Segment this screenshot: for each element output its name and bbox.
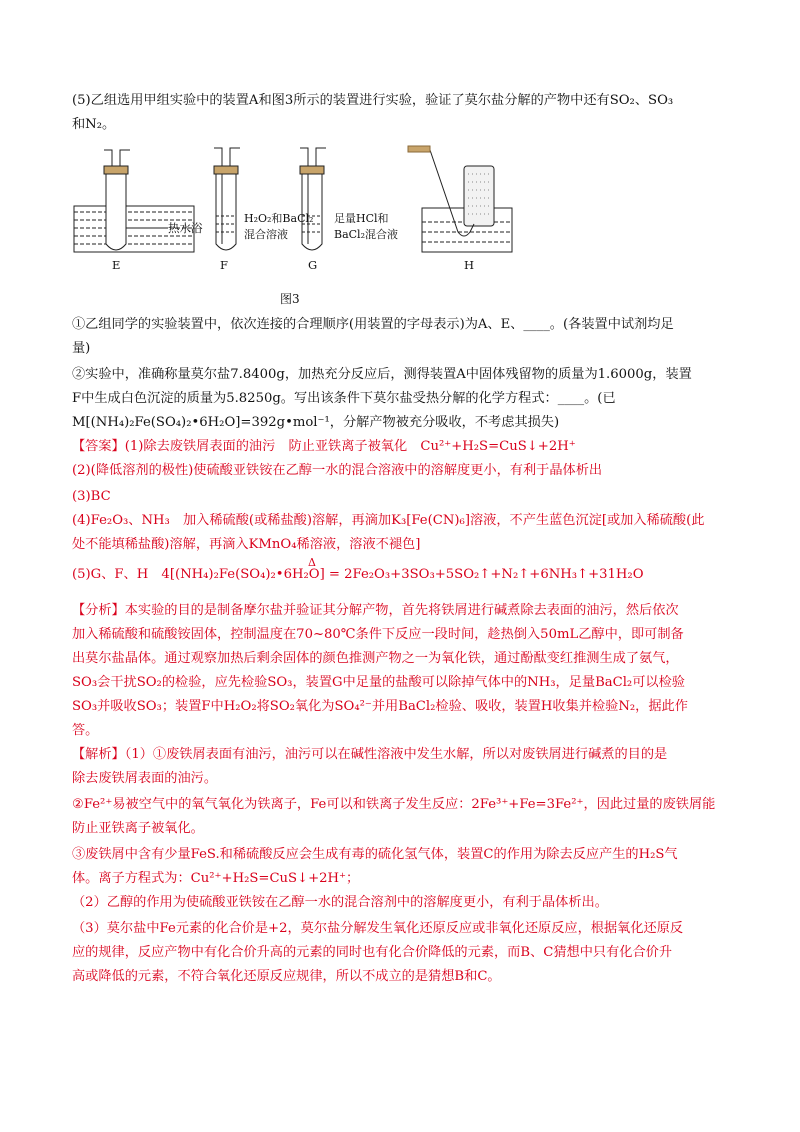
apparatus-h (408, 146, 512, 252)
answer-4-line-1: (4)Fe₂O₃、NH₃ 加入稀硫酸(或稀盐酸)溶解，再滴加K₃[Fe(CN)₆]溶液，不产生蓝色沉淀[或加入稀硫酸(此 (72, 513, 705, 528)
analysis-line-4: SO₃会干扰SO₂的检验，应先检验SO₃，装置G中足量的盐酸可以除掉气体中的NH₃，足量BaCl₂可以检验 (72, 675, 685, 690)
explain-line-5: ③废铁屑中含有少量FeS.和稀硫酸反应会生成有毒的硫化氢气体，装置C的作用为除去反应产生的H₂S气 (72, 847, 678, 862)
q5-line-1: (5)乙组选用甲组实验中的装置A和图3所示的装置进行实验，验证了莫尔盐分解的产物中还有SO₂、SO₃ (72, 93, 674, 108)
q2-line-2: F中生成白色沉淀的质量为5.8250g。写出该条件下莫尔盐受热分解的化学方程式：____。(已 (72, 391, 616, 406)
answer-4-line-2: 处不能填稀盐酸)溶解，再滴入KMnO₄稀溶液，溶液不褪色] (72, 537, 421, 552)
q5-line-2: 和N₂。 (72, 117, 116, 132)
explain-line-10: 高或降低的元素，不符合氧化还原反应规律，所以不成立的是猜想B和C。 (72, 969, 501, 984)
explain-line-7: （2）乙醇的作用为使硫酸亚铁铵在乙醇一水的混合溶剂中的溶解度更小，有利于晶体析出。 (72, 895, 608, 910)
label-hot-bath: 热水浴 (168, 221, 203, 235)
q1-line-1: ①乙组同学的实验装置中，依次连接的合理顺序(用装置的字母表示)为A、E、____。(各装置中试剂均足 (72, 317, 674, 332)
apparatus-g (300, 148, 326, 250)
q1-line-2: 量) (72, 341, 91, 356)
analysis-line-6: 答。 (72, 723, 99, 738)
explain-line-9: 应的规律，反应产物中有化合价升高的元素的同时也有化合价降低的元素，而B、C猜想中只有化合价升 (72, 945, 673, 960)
apparatus-e (74, 150, 194, 252)
answer-2: (2)(降低溶剂的极性)使硫酸亚铁铵在乙醇一水的混合溶液中的溶解度更小，有利于晶体析出 (72, 463, 603, 478)
answer-3: (3)BC (72, 489, 111, 504)
analysis-line-1: 【分析】本实验的目的是制备摩尔盐并验证其分解产物，首先将铁屑进行碱煮除去表面的油污，然后依次 (72, 603, 679, 618)
label-g: G (308, 258, 318, 272)
explain-line-2: 除去废铁屑表面的油污。 (72, 771, 218, 786)
explain-line-8: （3）莫尔盐中Fe元素的化合价是+2，莫尔盐分解发生氧化还原反应或非氧化还原反应，根据氧化还原反 (72, 921, 684, 936)
q2-line-1: ②实验中，准确称量莫尔盐7.8400g，加热充分反应后，测得装置A中固体残留物的质量为1.6000g，装置 (72, 367, 692, 382)
figure-3 (72, 144, 732, 286)
apparatus-diagram (72, 144, 732, 286)
answer-5: (5)G、F、H 4[(NH₄)₂Fe(SO₄)₂•6H₂O] = 2Fe₂O₃+3SO₃+5SO₂↑+N₂↑+6NH₃↑+31H₂O (72, 567, 644, 582)
label-g-solution-1: 足量HCl和 (334, 212, 389, 225)
label-f-solution-2: 混合溶液 (244, 228, 288, 241)
label-g-solution-2: BaCl₂混合液 (334, 228, 398, 241)
label-h: H (464, 258, 475, 272)
explain-line-1: 【解析】（1）①废铁屑表面有油污，油污可以在碱性溶液中发生水解，所以对废铁屑进行碱煮的目的是 (72, 747, 668, 762)
label-e: E (112, 258, 121, 272)
label-f: F (220, 258, 228, 272)
analysis-line-2: 加入稀硫酸和硫酸铵固体，控制温度在70~80℃条件下反应一段时间，趁热倒入50mL乙醇中，即可制备 (72, 627, 684, 642)
explain-line-4: 防止亚铁离子被氧化。 (72, 821, 204, 836)
apparatus-f (214, 148, 240, 250)
answer-5-heat-symbol: Δ (308, 556, 316, 569)
analysis-line-3: 出莫尔盐晶体。通过观察加热后剩余固体的颜色推测产物之一为氧化铁，通过酚酞变红推测生成了氨气， (72, 651, 679, 666)
answer-1: 【答案】(1)除去废铁屑表面的油污 防止亚铁离子被氧化 Cu²⁺+H₂S=CuS↓+2H⁺ (72, 439, 576, 454)
q2-line-3: M[(NH₄)₂Fe(SO₄)₂•6H₂O]=392g•mol⁻¹，分解产物被充分吸收，不考虑其损失) (72, 415, 560, 430)
analysis-line-5: SO₃并吸收SO₃；装置F中H₂O₂将SO₂氧化为SO₄²⁻并用BaCl₂检验、吸收，装置H收集并检验N₂，据此作 (72, 699, 688, 714)
explain-line-3: ②Fe²⁺易被空气中的氧气氧化为铁离子，Fe可以和铁离子发生反应：2Fe³⁺+Fe=3Fe²⁺，因此过量的废铁屑能 (72, 797, 716, 812)
figure-caption: 图3 (280, 292, 300, 306)
label-f-solution-1: H₂O₂和BaCl₂ (244, 212, 314, 225)
explain-line-6: 体。离子方程式为：Cu²⁺+H₂S=CuS↓+2H⁺； (72, 871, 360, 886)
